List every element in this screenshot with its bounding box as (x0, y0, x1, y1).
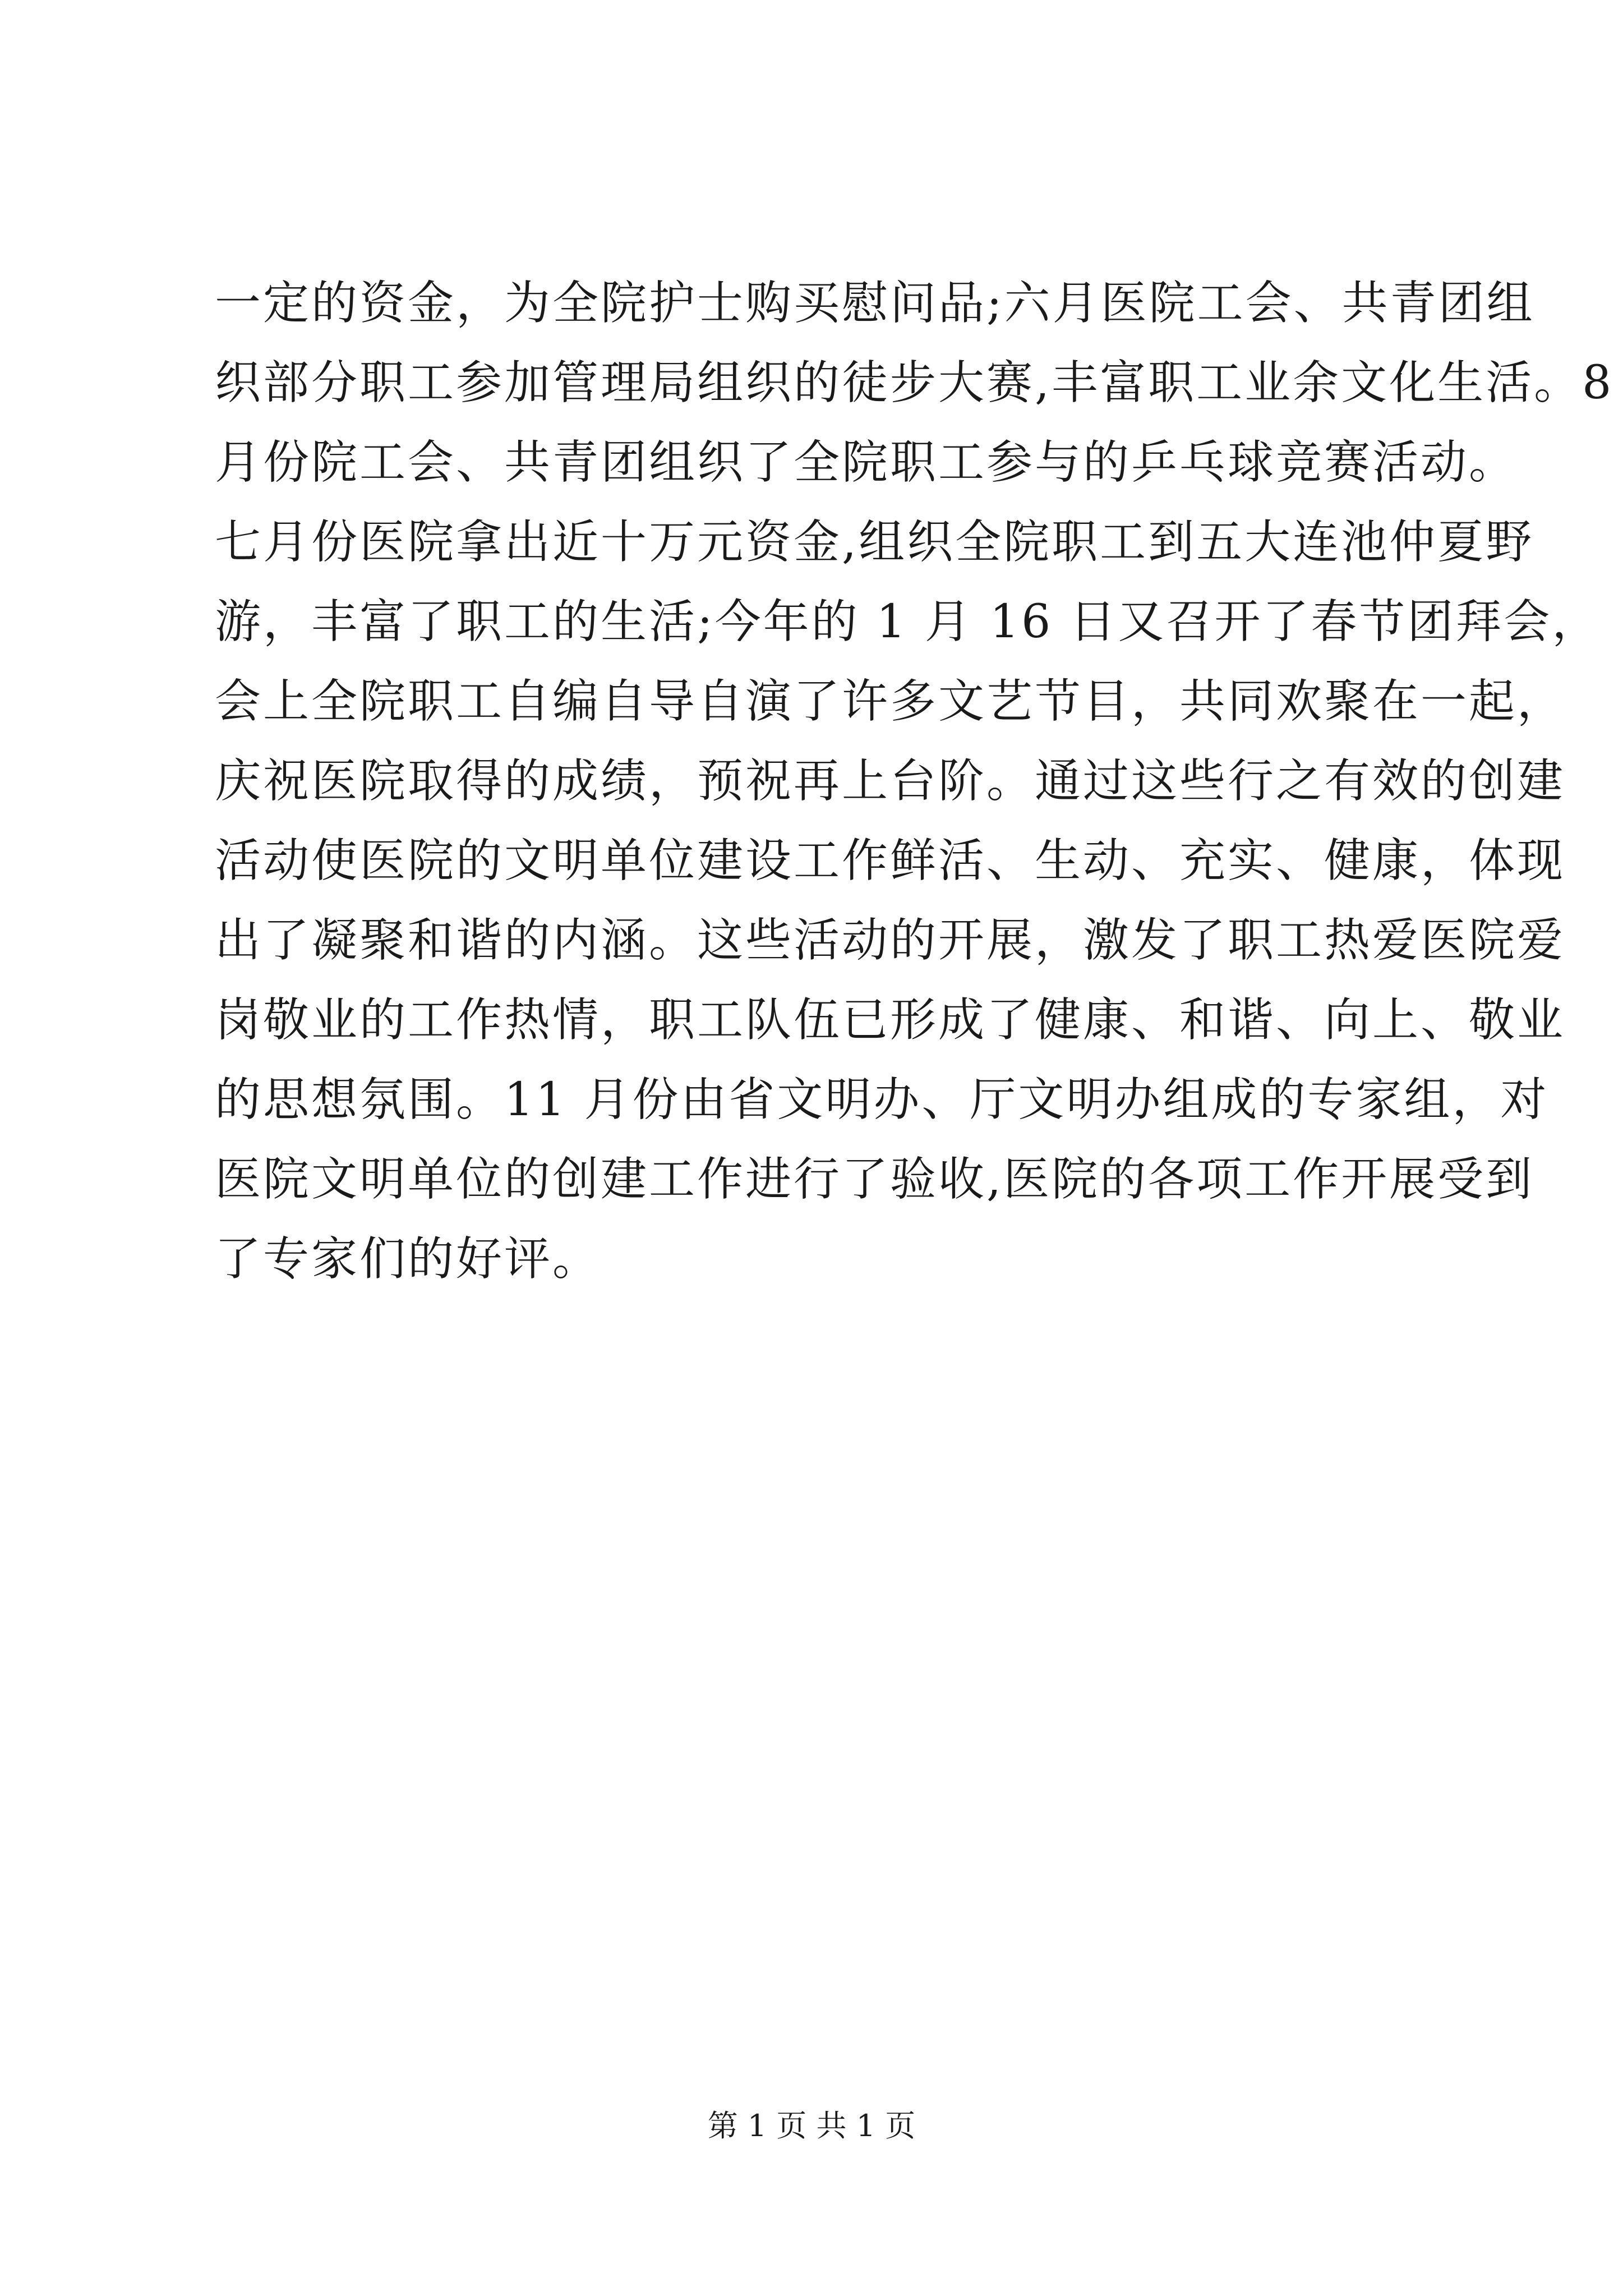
text-line: 庆祝医院取得的成绩，预祝再上台阶。通过这些行之有效的创建 (215, 754, 1566, 808)
text-line: 出了凝聚和谐的内涵。这些活动的开展，激发了职工热爱医院爱 (215, 914, 1566, 967)
text-line: 一定的资金，为全院护士购买慰问品;六月医院工会、共青团组 (215, 277, 1535, 330)
page-footer (0, 2106, 1623, 2146)
body-text (215, 264, 1614, 1299)
text-line: 织部分职工参加管理局组织的徒步大赛,丰富职工业余文化生活。8 (215, 356, 1614, 409)
text-line: 医院文明单位的创建工作进行了验收,医院的各项工作开展受到 (215, 1153, 1534, 1206)
text-line: 游，丰富了职工的生活;今年的 1 月 16 日又召开了春节团拜会， (215, 595, 1601, 648)
text-line: 的思想氛围。11 月份由省文明办、厅文明办组成的专家组，对 (215, 1073, 1549, 1126)
text-line: 岗敬业的工作热情，职工队伍已形成了健康、和谐、向上、敬业 (215, 993, 1566, 1047)
page-number: 第 1 页 共 1 页 (707, 2108, 916, 2143)
text-line: 会上全院职工自编自导自演了许多文艺节目，共同欢聚在一起， (215, 675, 1566, 728)
text-line: 活动使医院的文明单位建设工作鲜活、生动、充实、健康，体现 (215, 834, 1566, 887)
text-line: 了专家们的好评。 (215, 1232, 601, 1286)
text-line: 七月份医院拿出近十万元资金,组织全院职工到五大连池仲夏野 (215, 516, 1534, 569)
text-line: 月份院工会、共青团组织了全院职工参与的乒乓球竞赛活动。 (215, 436, 1518, 489)
